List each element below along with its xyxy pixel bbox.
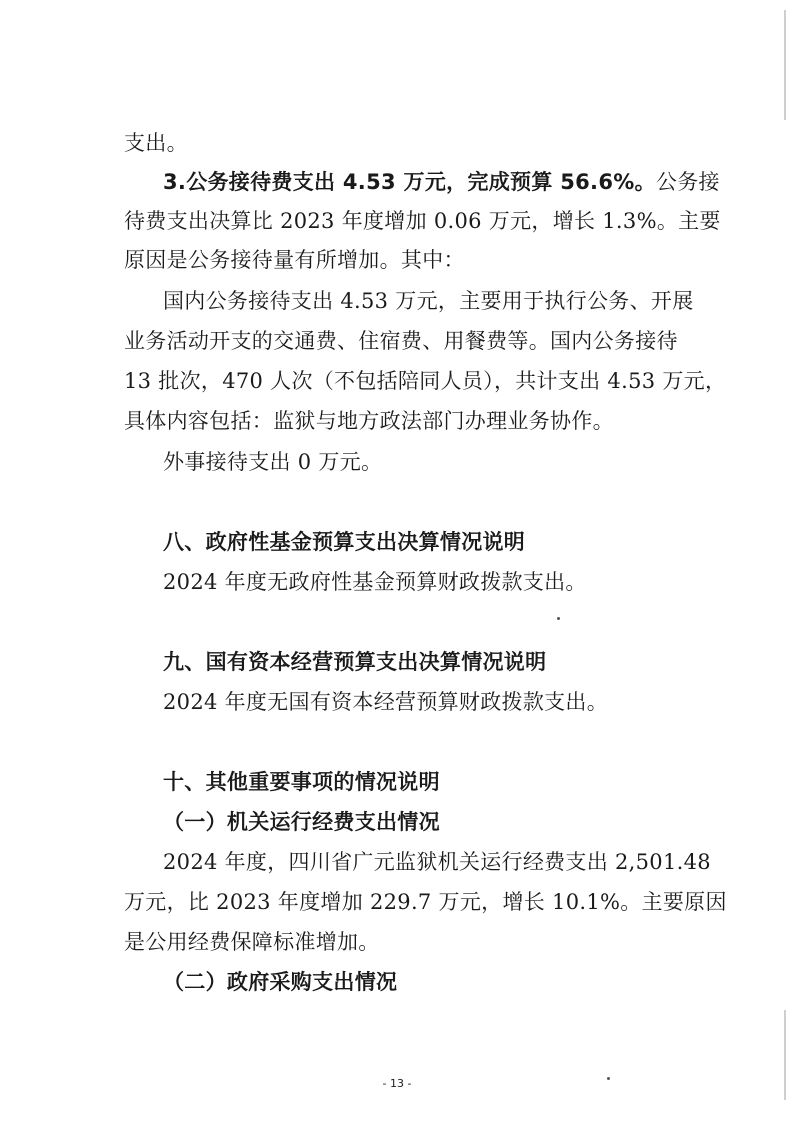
- paragraph-line: 2024 年度无政府性基金预算财政拨款支出。: [163, 570, 587, 594]
- paragraph-line: 13 批次，470 人次（不包括陪同人员），共计支出 4.53 万元，: [124, 369, 727, 393]
- paragraph-line: 具体内容包括：监狱与地方政法部门办理业务协作。: [124, 409, 614, 433]
- section-heading: 八、政府性基金预算支出决算情况说明: [163, 530, 526, 554]
- page-number: - 13 -: [382, 1077, 412, 1090]
- paragraph-line: 2024 年度无国有资本经营预算财政拨款支出。: [163, 690, 609, 714]
- paragraph-line: 2024 年度，四川省广元监狱机关运行经费支出 2,501.48: [163, 850, 711, 874]
- subsection-heading: （二）政府采购支出情况: [163, 970, 398, 994]
- paragraph-line: 支出。: [124, 131, 188, 155]
- paragraph-line: 万元，比 2023 年度增加 229.7 万元，增长 10.1%。主要原因: [124, 890, 727, 914]
- paragraph-line: 国内公务接待支出 4.53 万元，主要用于执行公务、开展: [163, 289, 694, 313]
- paragraph-line: 待费支出决算比 2023 年度增加 0.06 万元，增长 1.3%。主要: [124, 209, 721, 233]
- section-heading: 九、国有资本经营预算支出决算情况说明: [163, 650, 547, 674]
- paragraph-line: 是公用经费保障标准增加。: [124, 930, 380, 954]
- bold-text: 3.公务接待费支出 4.53 万元，完成预算 56.6%。: [163, 170, 656, 194]
- paragraph-line: 业务活动开支的交通费、住宿费、用餐费等。国内公务接待: [124, 329, 678, 353]
- scan-edge-mark: [784, 10, 786, 120]
- paragraph-line: [163, 167, 723, 197]
- scan-speck: [607, 1077, 610, 1080]
- paragraph-text: 公务接: [655, 170, 720, 194]
- section-heading: 十、其他重要事项的情况说明: [163, 770, 440, 794]
- paragraph-line: 原因是公务接待量有所增加。其中：: [124, 248, 465, 272]
- scan-speck: [557, 617, 560, 620]
- subsection-heading: （一）机关运行经费支出情况: [163, 810, 440, 834]
- paragraph-line: 外事接待支出 0 万元。: [163, 450, 383, 474]
- scan-edge-mark: [784, 1010, 786, 1100]
